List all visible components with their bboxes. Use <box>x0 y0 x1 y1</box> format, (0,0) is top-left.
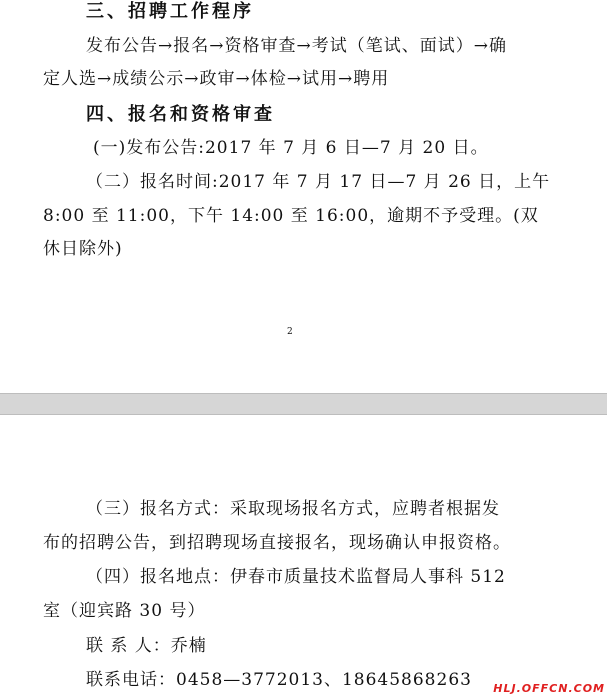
paragraph-line: 定人选→成绩公示→政审→体检→试用→聘用 <box>43 69 390 89</box>
contact-phone: 联系电话：0458—3772013、18645868263 <box>86 670 472 690</box>
site-watermark: HLJ.OFFCN.COM <box>493 682 605 695</box>
section-heading-four: 四、报名和资格审查 <box>86 104 275 125</box>
document-page-bottom <box>0 415 607 697</box>
section-heading-three: 三、招聘工作程序 <box>86 1 254 22</box>
item-four-line: 室（迎宾路 30 号） <box>43 601 206 621</box>
item-three-line: （三）报名方式：采取现场报名方式，应聘者根据发 <box>86 499 500 519</box>
page-number: 2 <box>287 327 293 337</box>
item-two-line: 休日除外) <box>43 239 123 259</box>
item-four-line: （四）报名地点：伊春市质量技术监督局人事科 512 <box>86 567 506 587</box>
item-three-line: 布的招聘公告，到招聘现场直接报名，现场确认申报资格。 <box>43 533 511 553</box>
paragraph-line: 发布公告→报名→资格审查→考试（笔试、面试）→确 <box>86 36 507 56</box>
item-two-line: 8:00 至 11:00，下午 14:00 至 16:00，逾期不予受理。(双 <box>43 206 539 226</box>
item-two-line: （二）报名时间:2017 年 7 月 17 日—7 月 26 日，上午 <box>86 172 551 192</box>
item-one-line: (一)发布公告:2017 年 7 月 6 日—7 月 20 日。 <box>93 138 489 158</box>
contact-person: 联 系 人：乔楠 <box>86 636 207 656</box>
page-separator <box>0 393 607 415</box>
